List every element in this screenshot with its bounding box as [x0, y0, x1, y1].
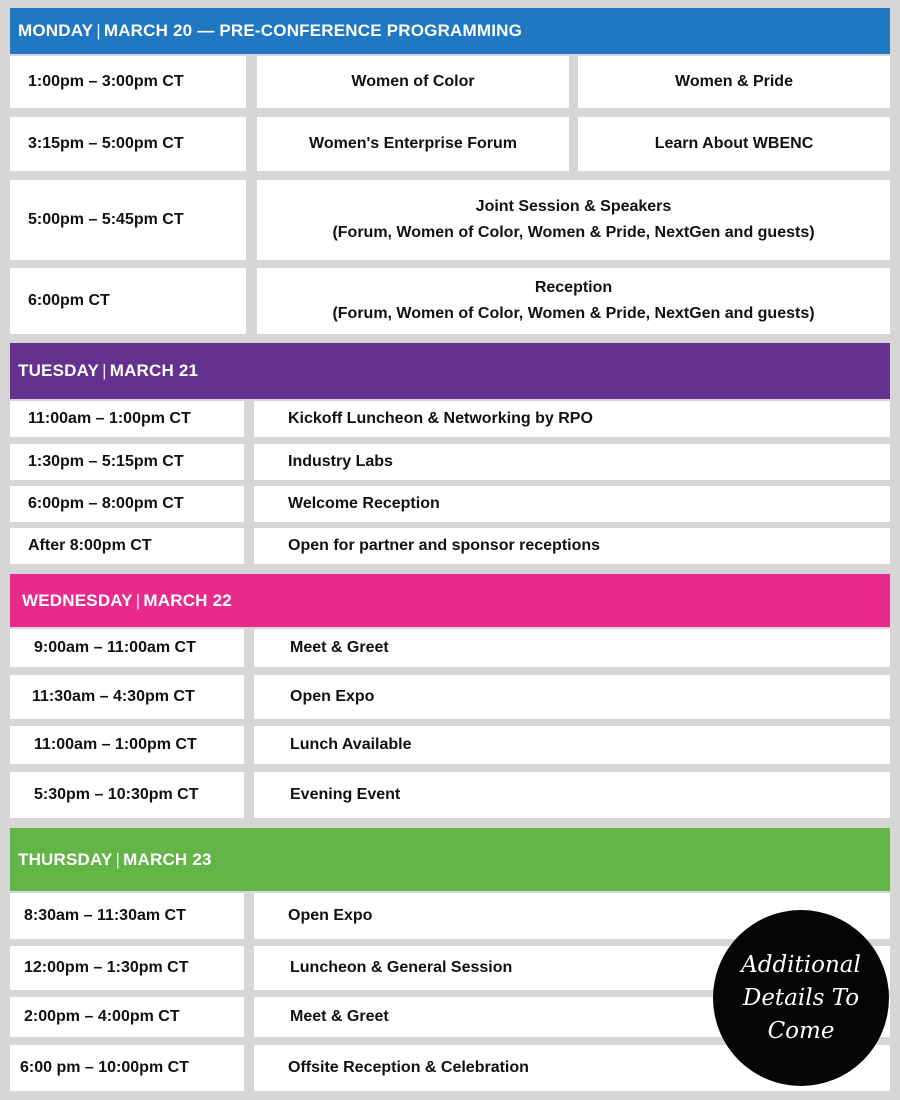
tuesday-time-2: 1:30pm – 5:15pm CT: [10, 444, 244, 480]
thursday-time-2: 12:00pm – 1:30pm CT: [10, 946, 244, 990]
thursday-time-4: 6:00 pm – 10:00pm CT: [10, 1045, 244, 1091]
monday-reception: [257, 268, 890, 334]
monday-session-women-pride: Women & Pride: [578, 56, 890, 108]
wednesday-event-3: Lunch Available: [254, 726, 890, 764]
wednesday-event-1: Meet & Greet: [254, 629, 890, 667]
joint-session-sub: (Forum, Women of Color, Women & Pride, NextGen and guests): [332, 224, 815, 241]
tuesday-day: TUESDAY: [18, 361, 100, 380]
badge-line-1: Additional: [741, 951, 861, 978]
monday-time-2: 3:15pm – 5:00pm CT: [10, 117, 246, 171]
thursday-header: THURSDAY | MARCH 23: [10, 828, 890, 891]
tuesday-event-4: Open for partner and sponsor receptions: [254, 528, 890, 564]
tuesday-header: TUESDAY | MARCH 21: [10, 343, 890, 399]
thursday-event-3: Meet & Greet: [254, 997, 890, 1037]
thursday-day: THURSDAY: [18, 849, 113, 869]
wednesday-time-4: 5:30pm – 10:30pm CT: [10, 772, 244, 818]
badge-line-3: Come: [767, 1017, 835, 1044]
tuesday-time-1: 11:00am – 1:00pm CT: [10, 401, 244, 437]
monday-time-4: 6:00pm CT: [10, 268, 246, 334]
monday-day: MONDAY: [18, 21, 94, 40]
wednesday-event-2: Open Expo: [254, 675, 890, 719]
monday-session-enterprise-forum: Women's Enterprise Forum: [257, 117, 569, 171]
thursday-time-1: 8:30am – 11:30am CT: [10, 893, 244, 939]
thursday-event-1: Open Expo: [254, 893, 890, 939]
tuesday-event-3: Welcome Reception: [254, 486, 890, 522]
thursday-event-2: Luncheon & General Session: [254, 946, 890, 990]
tuesday-event-1: Kickoff Luncheon & Networking by RPO: [254, 401, 890, 437]
monday-time-1: 1:00pm – 3:00pm CT: [10, 56, 246, 108]
badge-line-2: Details To: [742, 984, 860, 1011]
reception-sub: (Forum, Women of Color, Women & Pride, NextGen and guests): [332, 305, 815, 322]
wednesday-time-2: 11:30am – 4:30pm CT: [10, 675, 244, 719]
wednesday-time-3: 11:00am – 1:00pm CT: [10, 726, 244, 764]
thursday-event-4: Offsite Reception & Celebration: [254, 1045, 890, 1091]
monday-session-learn-wbenc: Learn About WBENC: [578, 117, 890, 171]
tuesday-time-3: 6:00pm – 8:00pm CT: [10, 486, 244, 522]
thursday-time-3: 2:00pm – 4:00pm CT: [10, 997, 244, 1037]
monday-time-3: 5:00pm – 5:45pm CT: [10, 180, 246, 260]
thursday-date: MARCH 23: [123, 849, 212, 869]
tuesday-event-2: Industry Labs: [254, 444, 890, 480]
monday-session-women-of-color: Women of Color: [257, 56, 569, 108]
additional-details-badge: [713, 910, 889, 1086]
tuesday-time-4: After 8:00pm CT: [10, 528, 244, 564]
wednesday-time-1: 9:00am – 11:00am CT: [10, 629, 244, 667]
monday-date: MARCH 20 — PRE-CONFERENCE PROGRAMMING: [103, 21, 523, 40]
wednesday-date: MARCH 22: [143, 590, 232, 610]
wednesday-day: WEDNESDAY: [22, 590, 133, 610]
monday-header: MONDAY | MARCH 20 — PRE-CONFERENCE PROGRAMMING: [10, 8, 890, 54]
monday-joint-session: [257, 180, 890, 260]
wednesday-header: WEDNESDAY | MARCH 22: [10, 574, 890, 627]
wednesday-event-4: Evening Event: [254, 772, 890, 818]
joint-session-title: Joint Session & Speakers: [475, 198, 672, 215]
tuesday-date: MARCH 21: [109, 361, 199, 380]
reception-title: Reception: [534, 279, 613, 296]
